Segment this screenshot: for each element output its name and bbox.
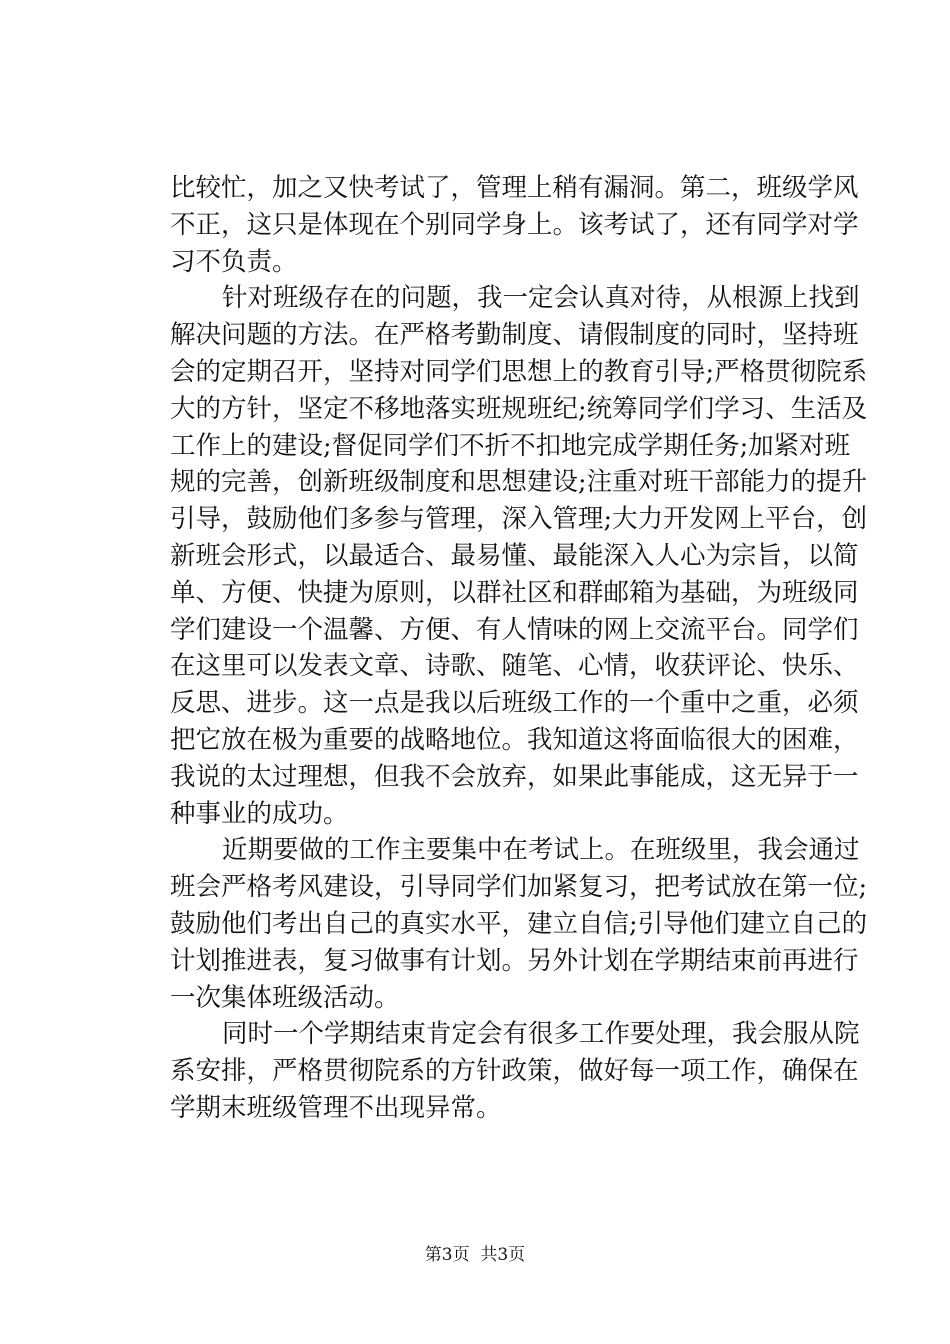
paragraph-line: 鼓励他们考出自己的真实水平，建立自信;引导他们建立自己的	[170, 908, 868, 939]
paragraph-line: 反思、进步。这一点是我以后班级工作的一个重中之重，必须	[170, 688, 859, 719]
paragraph-line: 把它放在极为重要的战略地位。我知道这将面临很大的困难，	[170, 724, 859, 755]
paragraph-line: 针对班级存在的问题，我一定会认真对待，从根源上找到	[222, 283, 860, 314]
paragraph-line: 不正，这只是体现在个别同学身上。该考试了，还有同学对学	[170, 209, 859, 240]
paragraph-line: 新班会形式，以最适合、最易懂、最能深入人心为宗旨，以简	[170, 540, 859, 571]
paragraph-line: 比较忙，加之又快考试了，管理上稍有漏洞。第二，班级学风	[170, 173, 859, 203]
paragraph-line: 习不负责。	[170, 246, 298, 277]
paragraph-line: 引导，鼓励他们多参与管理，深入管理;大力开发网上平台，创	[170, 504, 868, 535]
paragraph-line: 在这里可以发表文章、诗歌、随笔、心情，收获评论、快乐、	[170, 651, 859, 682]
paragraph	[170, 280, 868, 832]
paragraph-line: 大的方针，坚定不移地落实班规班纪;统筹同学们学习、生活及	[170, 393, 868, 424]
paragraph-line: 工作上的建设;督促同学们不折不扣地完成学期任务;加紧对班	[170, 430, 851, 461]
page-number-label: 第3页 共3页	[424, 1245, 526, 1265]
paragraph-line: 解决问题的方法。在严格考勤制度、请假制度的同时，坚持班	[170, 320, 859, 351]
page-footer	[0, 1244, 950, 1266]
paragraph-line: 近期要做的工作主要集中在考试上。在班级里，我会通过	[222, 835, 860, 866]
paragraph-line: 规的完善，创新班级制度和思想建设;注重对班干部能力的提升	[170, 467, 868, 498]
paragraph-line: 学们建设一个温馨、方便、有人情味的网上交流平台。同学们	[170, 614, 859, 645]
paragraph	[170, 170, 859, 280]
paragraph-line: 种事业的成功。	[170, 798, 349, 829]
paragraph-line: 我说的太过理想，但我不会放弃，如果此事能成，这无异于一	[170, 761, 859, 792]
paragraph-line: 计划推进表，复习做事有计划。另外计划在学期结束前再进行	[170, 945, 859, 976]
paragraph-line: 班会严格考风建设，引导同学们加紧复习，把考试放在第一位;	[170, 872, 868, 903]
document-body	[170, 170, 868, 1127]
paragraph-line: 会的定期召开，坚持对同学们思想上的教育引导;严格贯彻院系	[170, 356, 868, 387]
paragraph-line: 同时一个学期结束肯定会有很多工作要处理，我会服从院	[222, 1019, 860, 1050]
paragraph-line: 系安排，严格贯彻院系的方针政策，做好每一项工作，确保在	[170, 1056, 859, 1087]
paragraph-line: 一次集体班级活动。	[170, 982, 400, 1013]
paragraph	[170, 1016, 860, 1126]
paragraph-line: 学期末班级管理不出现异常。	[170, 1092, 502, 1123]
paragraph	[170, 832, 868, 1016]
paragraph-line: 单、方便、快捷为原则，以群社区和群邮箱为基础，为班级同	[170, 577, 859, 608]
